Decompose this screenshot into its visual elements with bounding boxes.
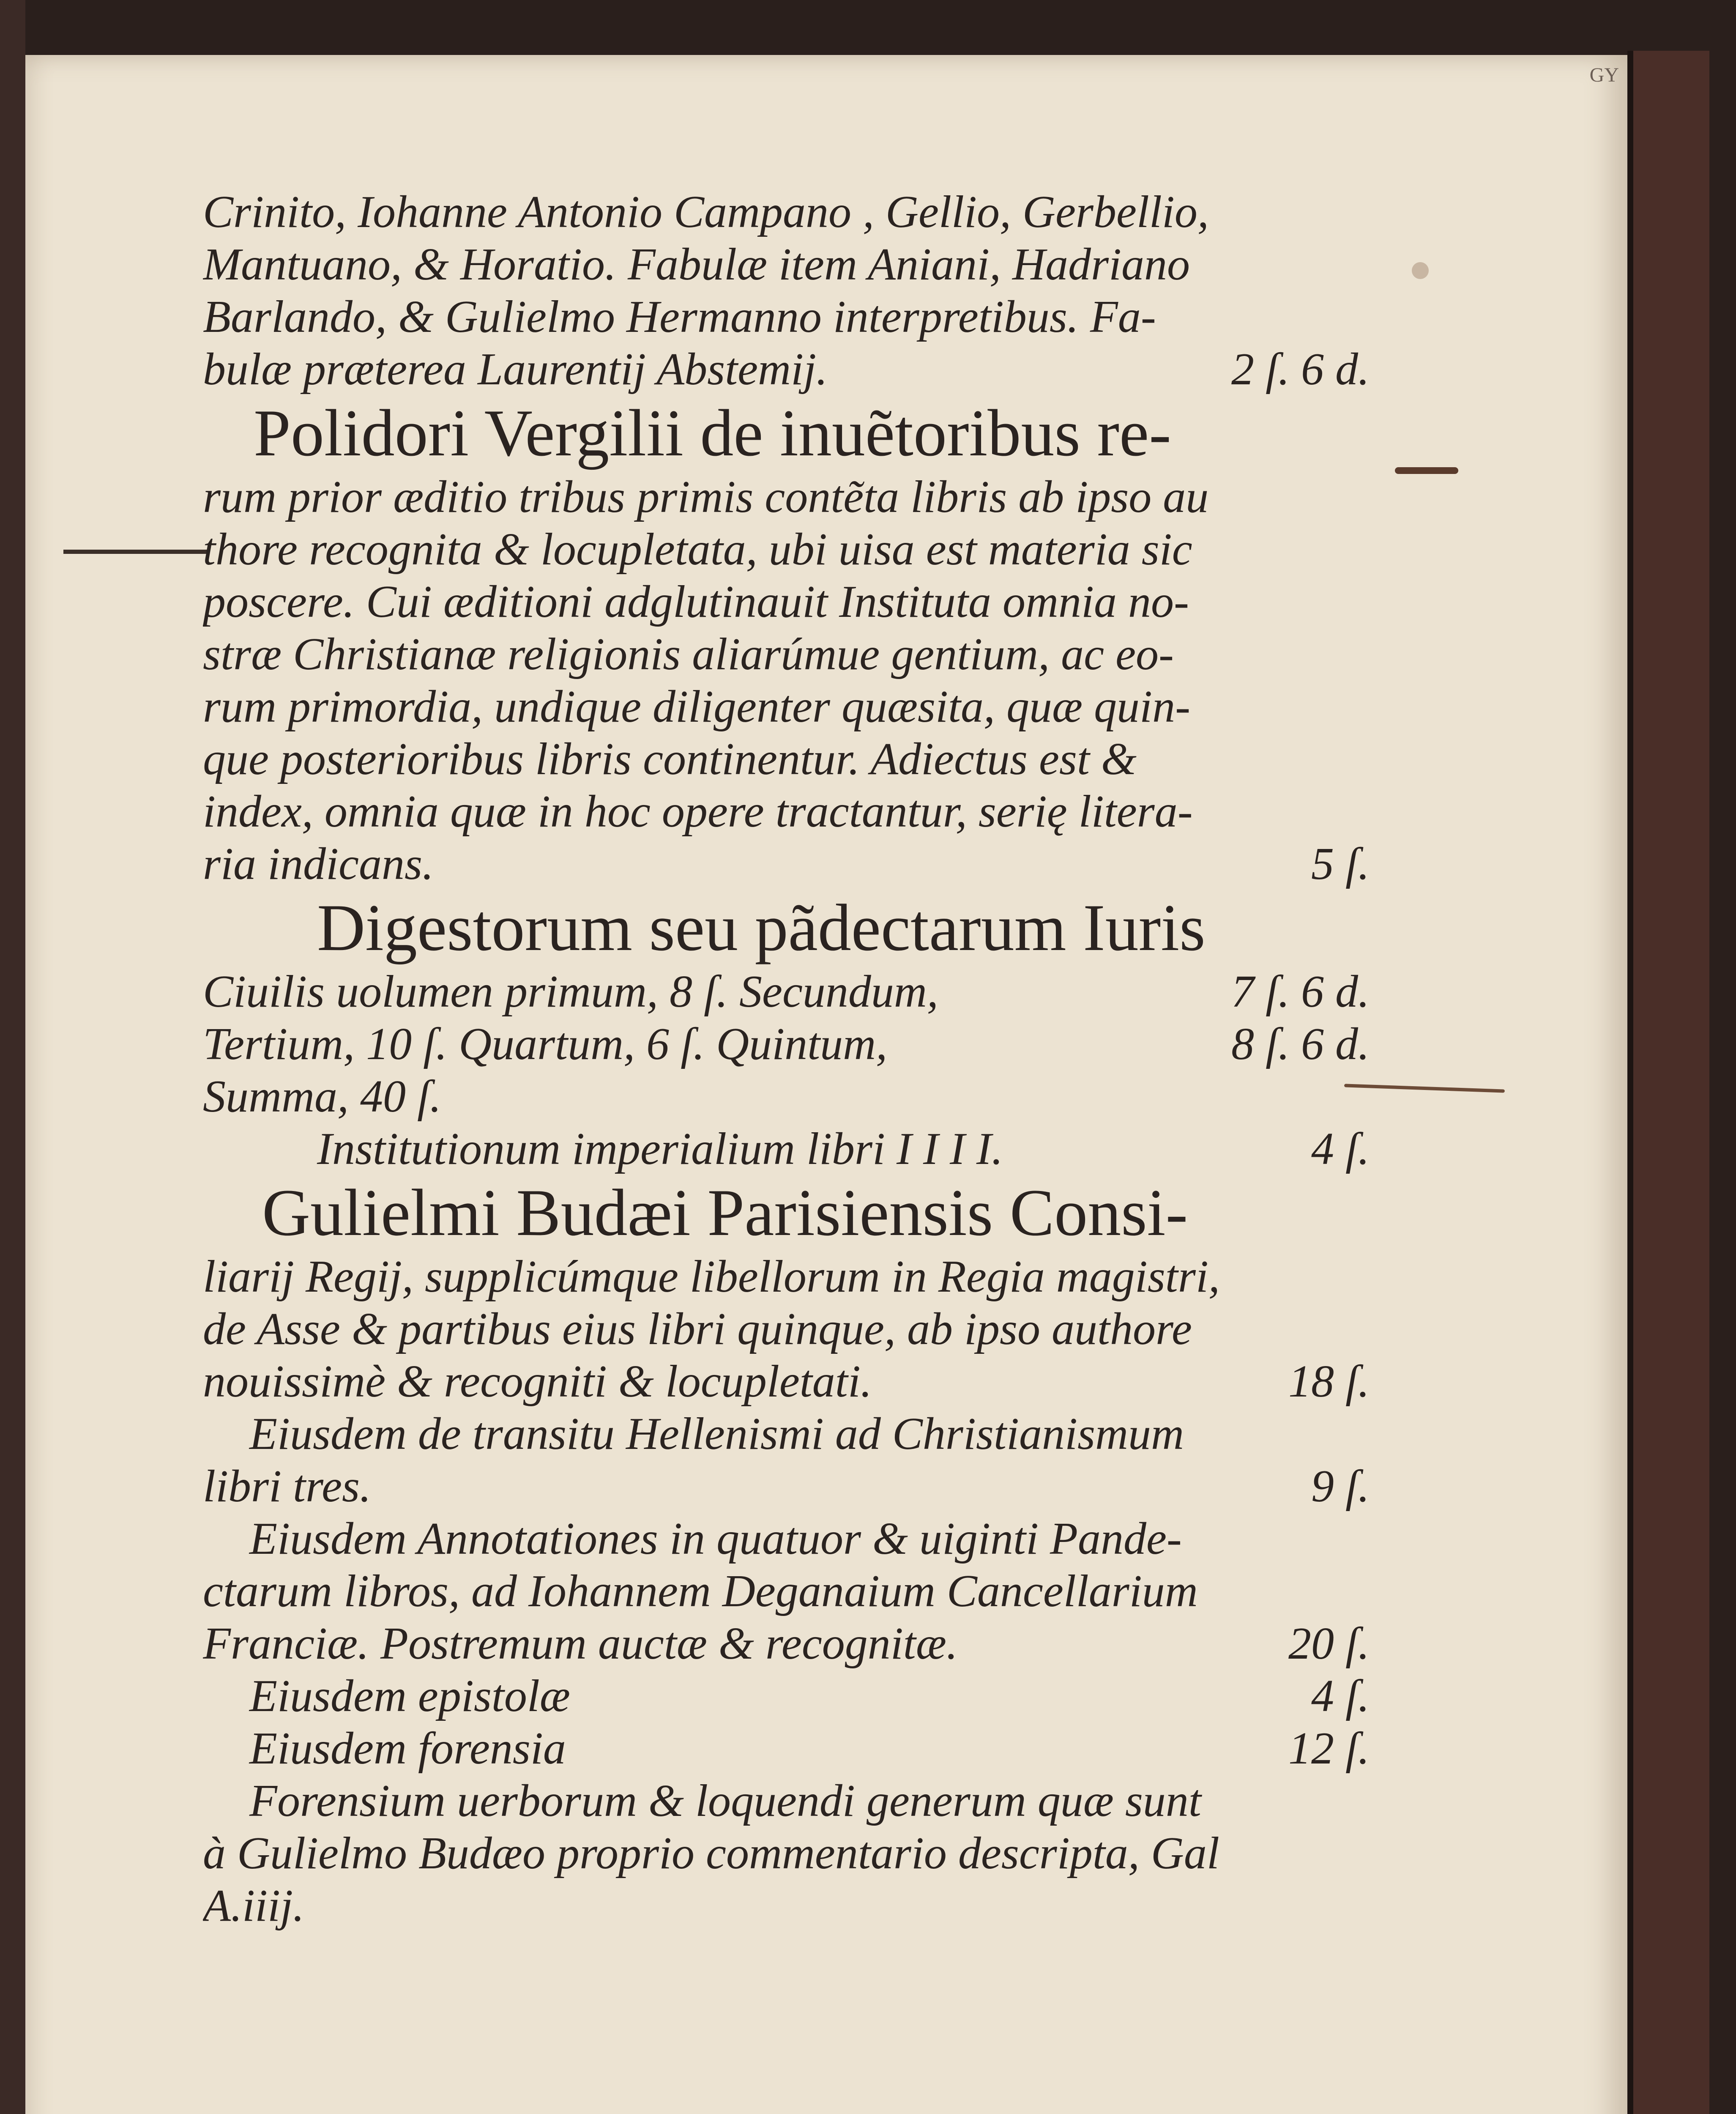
entry-heading-polidori: Polidori Vergilii de inuẽtoribus re- xyxy=(254,396,1171,470)
text-line: rum prior æditio tribus primis contẽta libris ab ipso au xyxy=(203,472,1209,522)
text-line: à Gulielmo Budæo proprio commentario descripta, Gal xyxy=(203,1828,1219,1879)
binding-left xyxy=(0,0,25,2114)
catchword-signature: A.iiij. xyxy=(203,1881,304,1931)
text-line: Summa, 40 ſ. xyxy=(203,1071,441,1122)
signature-mark-top: GY xyxy=(1589,64,1619,86)
text-line-price: libri tres. 9 ſ. xyxy=(203,1461,1370,1512)
text-line: Mantuano, & Horatio. Fabulæ item Aniani, Hadriano xyxy=(203,239,1190,290)
text-line: ctarum libros, ad Iohannem Deganaium Cancellarium xyxy=(203,1566,1198,1616)
text-line: thore recognita & locupletata, ubi uisa est materia sic xyxy=(203,524,1192,575)
text-line: stræ Christianæ religionis aliarúmue gentium, ac eo- xyxy=(203,629,1174,679)
text-line-price: nouissimè & recogniti & locupletati. 18 ſ. xyxy=(203,1356,1370,1407)
text-line: liarij Regij, supplicúmque libellorum in Regia magistri, xyxy=(203,1251,1220,1302)
text-line-price: Eiusdem forensia 12 ſ. xyxy=(249,1723,1370,1774)
entry-heading-budaei: Gulielmi Budæi Parisiensis Consi- xyxy=(262,1176,1188,1250)
text-line-price: Franciæ. Postremum auctæ & recognitæ. 20 ſ. xyxy=(203,1618,1370,1669)
text-line: Forensium uerborum & loquendi generum quæ sunt xyxy=(249,1776,1201,1826)
text-line: Barlando, & Gulielmo Hermanno interpretibus. Fa- xyxy=(203,292,1156,342)
text-line-price: Tertium, 10 ſ. Quartum, 6 ſ. Quintum, 8 ſ. 6 d. xyxy=(203,1019,1370,1069)
text-line-price: Eiusdem epistolæ 4 ſ. xyxy=(249,1671,1370,1721)
text-line-price: Ciuilis uolumen primum, 8 ſ. Secundum, 7 ſ. 6 d. xyxy=(203,967,1370,1017)
text-line: de Asse & partibus eius libri quinque, ab ipso authore xyxy=(203,1304,1192,1354)
paper-stain xyxy=(1412,262,1429,279)
text-line: que posterioribus libris continentur. Adiectus est & xyxy=(203,734,1137,784)
entry-heading-digestorum: Digestorum seu pãdectarum Iuris xyxy=(317,891,1206,965)
text-line-price: bulæ præterea Laurentij Abstemij. 2 ſ. 6 d. xyxy=(203,344,1370,394)
margin-ink-mark xyxy=(1395,467,1458,474)
text-line: index, omnia quæ in hoc opere tractantur, serię litera- xyxy=(203,786,1193,837)
text-line-price: Institutionum imperialium libri I I I I. 4 ſ. xyxy=(317,1124,1370,1174)
text-line: rum primordia, undique diligenter quæsita, quæ quin- xyxy=(203,682,1191,732)
margin-dash-mark xyxy=(63,550,207,554)
text-line: Eiusdem Annotationes in quatuor & uiginti Pande- xyxy=(249,1514,1182,1564)
text-line-price: ria indicans. 5 ſ. xyxy=(203,839,1370,889)
text-line: Crinito, Iohanne Antonio Campano , Gellio, Gerbellio, xyxy=(203,187,1209,237)
text-line: Eiusdem de transitu Hellenismi ad Christianismum xyxy=(249,1409,1184,1459)
text-line: poscere. Cui æditioni adglutinauit Instituta omnia no- xyxy=(203,577,1189,627)
page-text xyxy=(203,186,1370,1932)
book-board-right xyxy=(1627,51,1709,2114)
